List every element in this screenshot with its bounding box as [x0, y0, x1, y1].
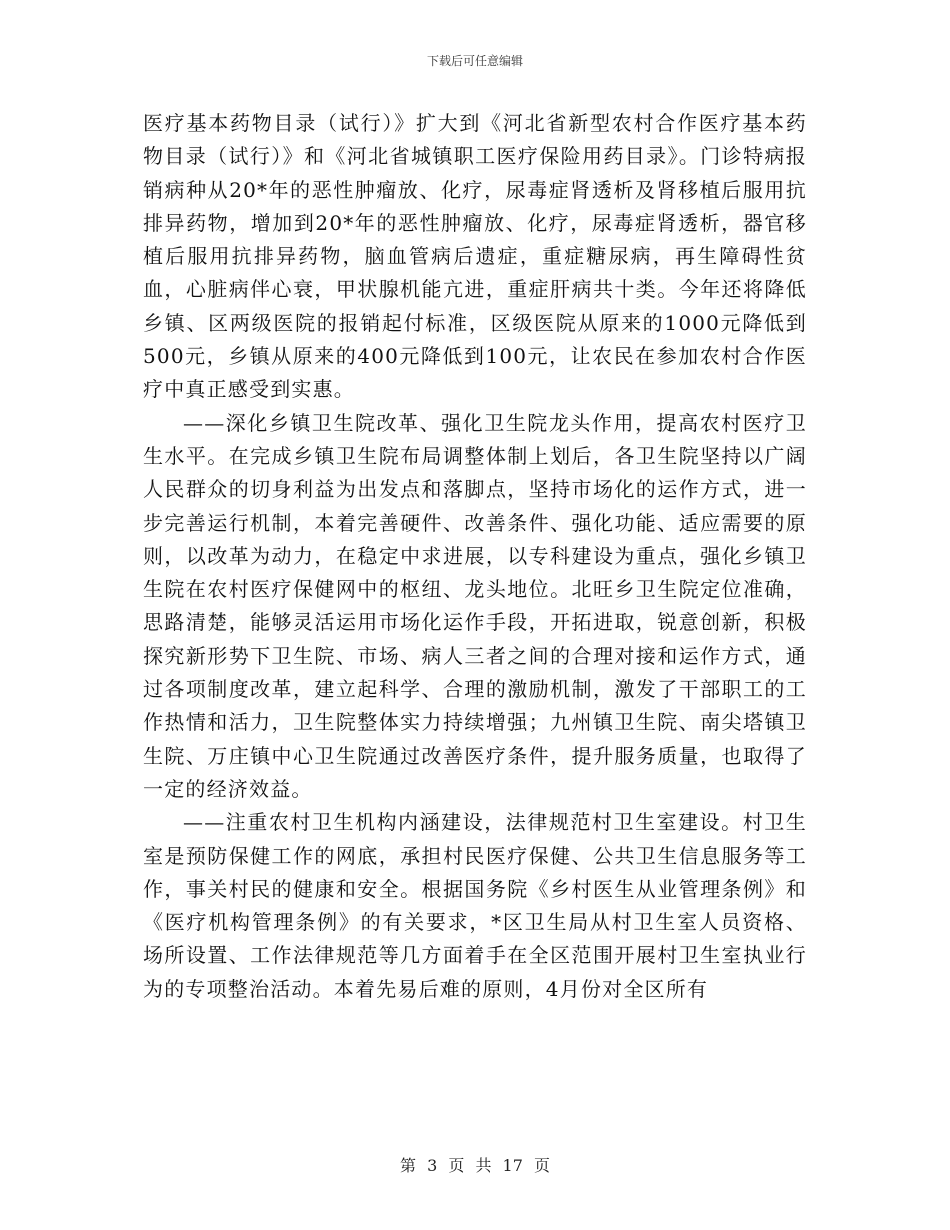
page-header: 下载后可任意编辑	[426, 54, 523, 68]
paragraph-township-hospital-reform: ——深化乡镇卫生院改革、强化卫生院龙头作用，提高农村医疗卫生水平。在完成乡镇卫生院布局调整体制上划后，各卫生院坚持以广阔人民群众的切身利益为出发点和落脚点，坚持市场化的运作方式，进一步完善运行机制，本着完善硬件、改善条件、强化功能、适应需要的原则，以改革为动力，在稳定中求进展，以专科建设为重点，强化乡镇卫生院在农村医疗保健网中的枢纽、龙头地位。北旺乡卫生院定位准确，思路清楚，能够灵活运用市场化运作手段，开拓进取，锐意创新，积极探究新形势下卫生院、市场、病人三者之间的合理对接和运作方式，通过各项制度改革，建立起科学、合理的激励机制，激发了干部职工的工作热情和活力，卫生院整体实力持续增强；九州镇卫生院、南尖塔镇卫生院、万庄镇中心卫生院通过改善医疗条件，提升服务质量，也取得了一定的经济效益。	[143, 410, 807, 801]
paragraph-village-clinic-construction: ——注重农村卫生机构内涵建设，法律规范村卫生室建设。村卫生室是预防保健工作的网底，承担村民医疗保健、公共卫生信息服务等工作，事关村民的健康和安全。根据国务院《乡村医生从业管理条例》和《医疗机构管理条例》的有关要求，*区卫生局从村卫生室人员资格、场所设置、工作法律规范等几方面着手在全区范围开展村卫生室执业行为的专项整治活动。本着先易后难的原则，4月份对全区所有	[143, 810, 807, 1001]
document-body	[143, 107, 807, 1006]
page-number-footer: 第 3 页 共 17 页	[400, 1156, 550, 1175]
paragraph-drug-catalog: 医疗基本药物目录（试行）》扩大到《河北省新型农村合作医疗基本药物目录（试行）》和《河北省城镇职工医疗保险用药目录》。门诊特病报销病种从20*年的恶性肿瘤放、化疗，尿毒症肾透析及肾移植后服用抗排异药物，增加到20*年的恶性肿瘤放、化疗，尿毒症肾透析，器官移植后服用抗排异药物，脑血管病后遗症，重症糖尿病，再生障碍性贫血，心脏病伴心衰，甲状腺机能亢进，重症肝病共十类。今年还将降低乡镇、区两级医院的报销起付标准，区级医院从原来的1000元降低到500元，乡镇从原来的400元降低到100元，让农民在参加农村合作医疗中真正感受到实惠。	[143, 111, 807, 402]
